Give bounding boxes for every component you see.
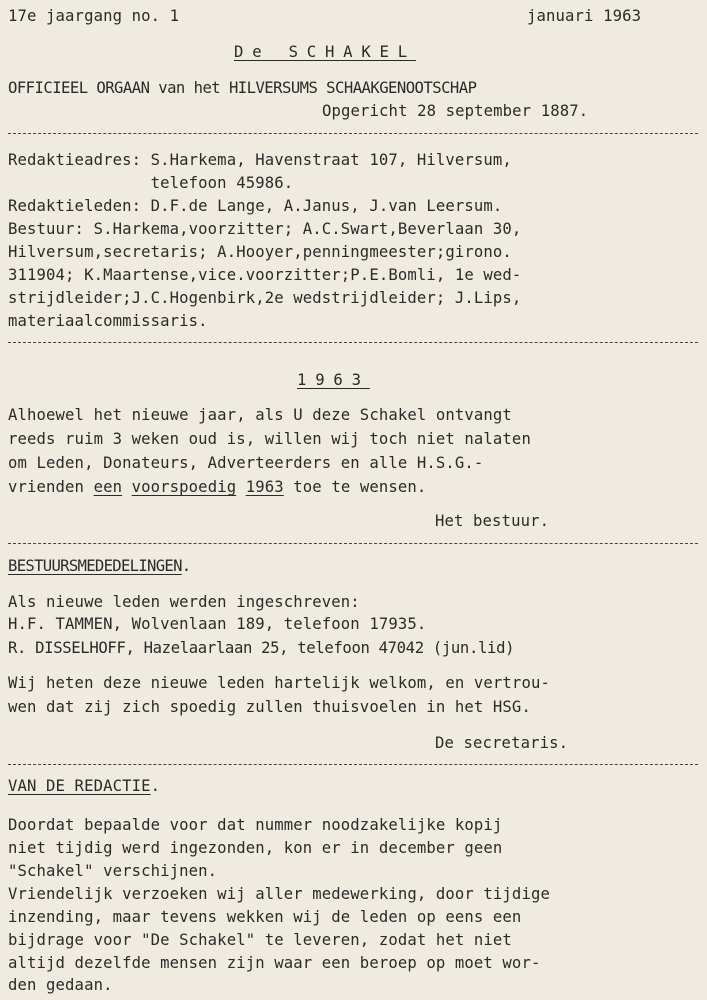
body-line: Wij heten deze nieuwe leden hartelijk welkom, en vertrou- <box>8 674 550 692</box>
wishes-underlined: voorspoedig <box>131 478 237 496</box>
body-line: R. DISSELHOFF, Hazelaarlaan 25, telefoon 47042 (jun.lid) <box>8 639 515 657</box>
body-line: niet tijdig werd ingezonden, kon er in december geen <box>8 839 503 857</box>
signature: Het bestuur. <box>435 512 550 530</box>
body-line: wen dat zij zich spoedig zullen thuisvoelen in het HSG. <box>8 698 531 716</box>
body-line: Doordat bepaalde voor dat nummer noodzakelijke kopij <box>8 816 503 834</box>
wishes-underlined: een <box>93 478 123 496</box>
heading-text: BESTUURSMEDEDELINGEN <box>8 557 182 575</box>
masthead-subtitle: OFFICIEEL ORGAAN van het HILVERSUMS SCHAAKGENOOTSCHAP <box>8 79 477 97</box>
body-line-wishes <box>8 477 426 497</box>
colophon-line: materiaalcommissaris. <box>8 312 208 330</box>
body-line: Vriendelijk verzoeken wij aller medewerking, door tijdige <box>8 885 550 903</box>
wishes-text: vrienden <box>8 478 94 496</box>
body-line: reeds ruim 3 weken oud is, willen wij toch niet nalaten <box>8 430 531 448</box>
heading-dot: . <box>150 777 161 795</box>
colophon-line: telefoon 45986. <box>8 174 294 192</box>
section-heading-redactie <box>8 776 160 796</box>
signature: De secretaris. <box>435 734 569 752</box>
founding-date: Opgericht 28 september 1887. <box>322 102 589 120</box>
colophon-line: strijdleider;J.C.Hogenbirk,2e wedstrijdleider; J.Lips, <box>8 289 522 307</box>
body-line: om Leden, Donateurs, Adverteerders en alle H.S.G.- <box>8 454 484 472</box>
divider <box>8 764 698 765</box>
masthead-title: De SCHAKEL <box>234 43 416 61</box>
section-heading-bestuur <box>8 556 190 576</box>
colophon-line: Bestuur: S.Harkema,voorzitter; A.C.Swart,Beverlaan 30, <box>8 220 522 238</box>
body-line: H.F. TAMMEN, Wolvenlaan 189, telefoon 17935. <box>8 615 427 633</box>
colophon-line: Hilversum,secretaris; A.Hooyer,penningmeester;girono. <box>8 243 512 261</box>
body-line: Als nieuwe leden werden ingeschreven: <box>8 593 360 611</box>
divider <box>8 133 698 134</box>
body-line: bijdrage voor "De Schakel" te leveren, zodat het niet <box>8 931 512 949</box>
issue-number: 17e jaargang no. 1 <box>8 7 180 25</box>
heading-dot: . <box>181 557 191 575</box>
section-heading-1963: 1963 <box>297 371 370 389</box>
colophon-line: Redaktieadres: S.Harkema, Havenstraat 107, Hilversum, <box>8 151 512 169</box>
body-line: Alhoewel het nieuwe jaar, als U deze Schakel ontvangt <box>8 406 512 424</box>
body-line: altijd dezelfde mensen zijn waar een beroep op moet wor- <box>8 954 541 972</box>
divider <box>8 543 698 544</box>
heading-text: VAN DE REDACTIE <box>8 777 151 795</box>
wishes-space <box>236 478 246 496</box>
body-line: inzending, maar tevens wekken wij de leden op eens een <box>8 908 522 926</box>
body-line: den gedaan. <box>8 976 113 994</box>
body-line: "Schakel" verschijnen. <box>8 862 218 880</box>
divider <box>8 342 698 343</box>
colophon-line: 311904; K.Maartense,vice.voorzitter;P.E.Bomli, 1e wed- <box>8 266 522 284</box>
colophon-line: Redaktieleden: D.F.de Lange, A.Janus, J.van Leersum. <box>8 197 503 215</box>
wishes-underlined: 1963 <box>245 478 284 496</box>
wishes-space <box>122 478 132 496</box>
issue-date: januari 1963 <box>527 7 642 25</box>
wishes-text: toe te wensen. <box>283 478 427 496</box>
